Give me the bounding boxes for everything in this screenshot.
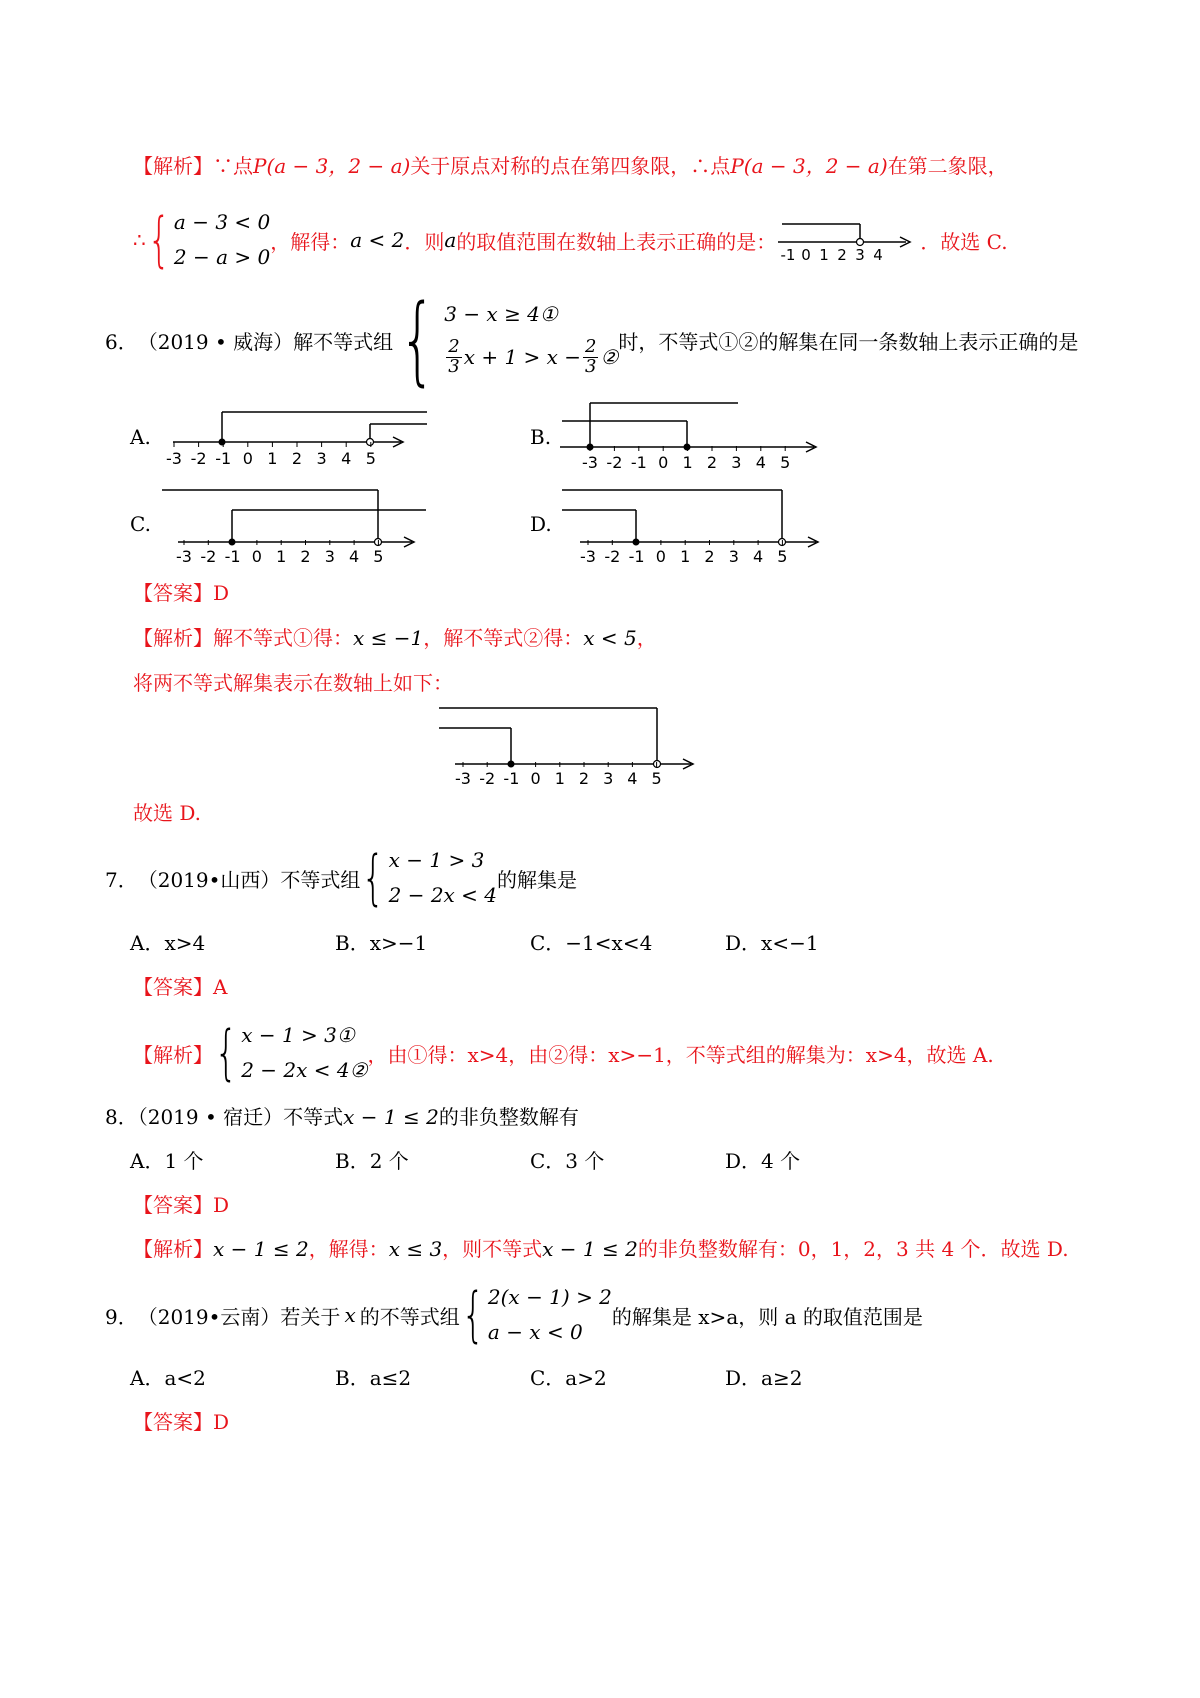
tick-label: 3 — [855, 246, 866, 262]
tick-label: -2 — [190, 449, 207, 468]
q6-option-b-number-line — [560, 395, 830, 470]
q6-analysis-number-line — [437, 700, 707, 786]
q5-analysis-line1: 【解析】∵点P(a − 3，2 − a)关于原点对称的点在第四象限，∴点P(a − 3，2 − a)在第二象限， — [133, 154, 1008, 178]
q9-option-d[interactable]: D．a≥2 — [725, 1366, 803, 1390]
q8-option-a[interactable]: A．1 个 — [130, 1149, 204, 1173]
tick-label: -3 — [455, 769, 471, 786]
tick-label: 5 — [780, 453, 791, 470]
tick-label: 0 — [530, 769, 541, 786]
q6-analysis-line1: 【解析】解不等式①得：x ≤ −1，解不等式②得：x < 5， — [133, 626, 657, 650]
tick-label: -3 — [166, 449, 182, 468]
q6-analysis-line2: 将两不等式解集表示在数轴上如下： — [133, 671, 453, 695]
tick-label: 1 — [554, 769, 565, 786]
q5-analysis-line2: ∴ { a − 3 < 0 2 − a > 0 ，解得： a < 2 ．则 a 的取值范围在数轴上表示正确的是： -1 0 1 2 3 4 ．故选 C. — [133, 205, 1008, 275]
tick-label: 1 — [276, 547, 287, 562]
tick-label: -1 — [630, 453, 647, 470]
q8-analysis: 【解析】x − 1 ≤ 2，解得：x ≤ 3，则不等式x − 1 ≤ 2的非负整数解有：0，1，2，3 共 4 个．故选 D. — [133, 1237, 1069, 1261]
tick-label: 3 — [316, 449, 327, 468]
q6-option-a-number-line — [165, 402, 435, 470]
q7-option-a[interactable]: A．x>4 — [130, 931, 206, 955]
question-8: 8．（2019 • 宿迁）不等式x − 1 ≤ 2的非负整数解有 — [105, 1105, 579, 1129]
tick-label: -3 — [580, 547, 596, 562]
tick-label: 0 — [658, 453, 669, 470]
tick-label: 0 — [251, 547, 262, 562]
q7-analysis-system: { x − 1 > 3① 2 − 2x < 4② — [214, 1018, 368, 1088]
tick-label: 5 — [365, 449, 376, 468]
tick-label: 4 — [755, 453, 766, 470]
q7-option-b[interactable]: B．x>−1 — [335, 931, 428, 955]
tick-label: -2 — [606, 453, 623, 470]
tick-label: 2 — [704, 547, 715, 562]
tick-label: 2 — [837, 246, 848, 262]
tick-label: 2 — [291, 449, 303, 468]
question-7: 7． （2019•山西）不等式组 { x − 1 > 3 2 − 2x < 4 的解集是 — [105, 843, 578, 913]
q8-option-b[interactable]: B．2 个 — [335, 1149, 409, 1173]
q9-inequality-system: { 2(x − 1) > 2 a − x < 0 — [461, 1280, 612, 1350]
tick-label: -1 — [780, 246, 796, 262]
tick-label: 5 — [777, 547, 788, 562]
question-6: 6． （2019 • 威海）解不等式组 { 3 − x ≥ 4① $\frac{2}{3}$ x + 1 > x − $\frac{2}{3}$ ② 时，不等式①②的解集在同一条数轴上表示正确的是 — [105, 284, 1079, 396]
q5-number-line — [778, 218, 918, 262]
q7-analysis: 【解析】 { x − 1 > 3① 2 − 2x < 4② ，由①得：x>4，由②得：x>−1，不等式组的解集为：x>4，故选 A. — [133, 1018, 994, 1088]
tick-label: -1 — [503, 769, 520, 786]
tick-label: 0 — [242, 449, 253, 468]
option-a-label: A. — [130, 425, 151, 449]
q7-inequality-system: { x − 1 > 3 2 − 2x < 4 — [362, 843, 498, 913]
tick-label: -2 — [604, 547, 621, 562]
tick-label: 4 — [341, 449, 352, 468]
tick-label: 4 — [349, 547, 360, 562]
option-c-label: C. — [130, 512, 151, 536]
tick-label: 4 — [627, 769, 638, 786]
tick-label: 3 — [603, 769, 614, 786]
tick-label: 2 — [706, 453, 718, 470]
tick-label: -1 — [628, 547, 645, 562]
option-b-label: B. — [530, 425, 552, 449]
tick-label: -1 — [215, 449, 232, 468]
tick-label: -3 — [582, 453, 598, 470]
tick-label: 3 — [324, 547, 335, 562]
q6-option-d-number-line — [560, 482, 830, 562]
q9-answer: 【答案】D — [133, 1410, 230, 1434]
answer-value: D — [213, 581, 230, 605]
q8-option-c[interactable]: C．3 个 — [530, 1149, 605, 1173]
tick-label: 1 — [682, 453, 693, 470]
q5-inequality-system: { a − 3 < 0 2 − a > 0 — [147, 205, 271, 275]
q9-option-a[interactable]: A．a<2 — [130, 1366, 206, 1390]
tick-label: 4 — [753, 547, 764, 562]
q9-option-b[interactable]: B．a≤2 — [335, 1366, 412, 1390]
tick-label: 2 — [578, 769, 590, 786]
tick-label: 1 — [680, 547, 691, 562]
question-9: 9． （2019•云南）若关于 x 的不等式组 { 2(x − 1) > 2 a − x < 0 的解集是 x>a，则 a 的取值范围是 — [105, 1280, 923, 1350]
tick-label: 1 — [267, 449, 278, 468]
q8-answer: 【答案】D — [133, 1193, 230, 1217]
tick-label: 0 — [801, 246, 812, 262]
tick-label: -2 — [479, 769, 496, 786]
tick-label: -2 — [200, 547, 217, 562]
tick-label: 5 — [651, 769, 662, 786]
tick-label: 3 — [728, 547, 739, 562]
q9-option-c[interactable]: C．a>2 — [530, 1366, 607, 1390]
q8-option-d[interactable]: D．4 个 — [725, 1149, 801, 1173]
q6-conclusion: 故选 D. — [133, 801, 202, 825]
q6-answer — [133, 577, 229, 606]
tick-label: 1 — [819, 246, 830, 262]
tick-label: 3 — [731, 453, 742, 470]
option-d-label: D. — [530, 512, 552, 536]
tick-label: 2 — [300, 547, 311, 562]
q7-option-d[interactable]: D．x<−1 — [725, 931, 819, 955]
tick-label: -3 — [176, 547, 192, 562]
tick-label: -1 — [224, 547, 241, 562]
q6-option-c-number-line — [160, 482, 435, 562]
q6-inequality-system: { 3 − x ≥ 4① $\frac{2}{3}$ x + 1 > x − $\frac{2}{3}$ ② — [399, 284, 619, 396]
tick-label: 0 — [655, 547, 666, 562]
tick-label: 5 — [373, 547, 384, 562]
tick-label: 4 — [873, 246, 884, 262]
q7-option-c[interactable]: C．−1<x<4 — [530, 931, 653, 955]
answer-tag: 【答案】 — [133, 581, 213, 605]
analysis-tag: 【解析】 — [133, 154, 213, 178]
question-number: 6． — [105, 329, 138, 354]
q7-answer: 【答案】A — [133, 975, 228, 999]
